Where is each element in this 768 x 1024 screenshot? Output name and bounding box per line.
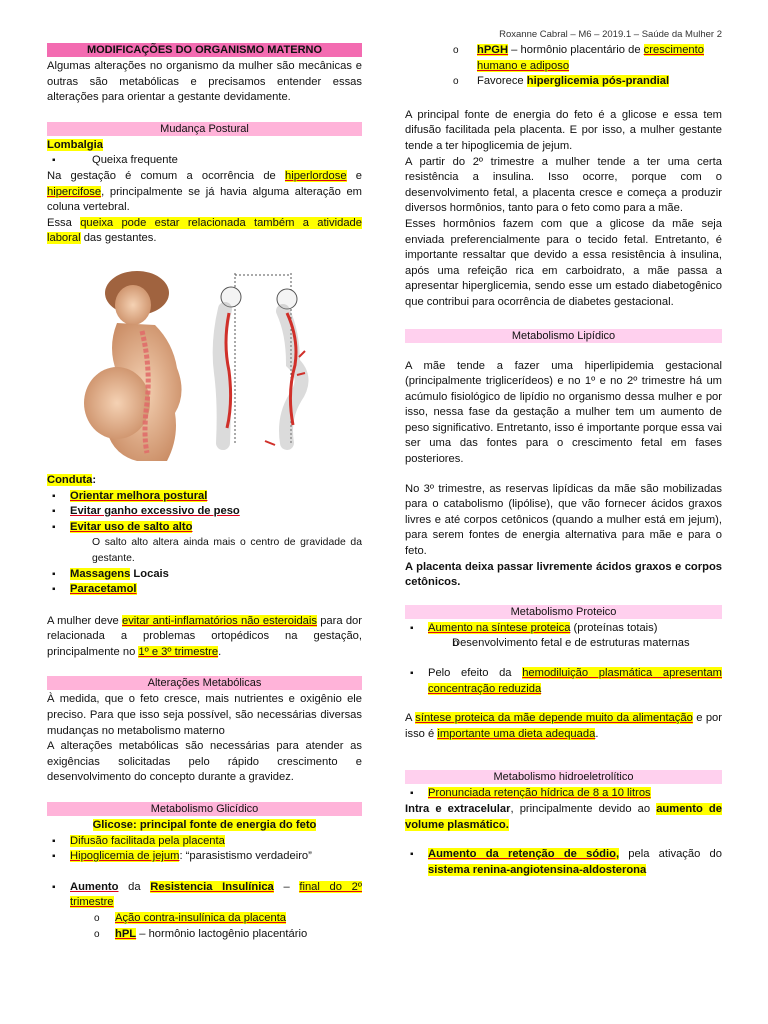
page-header: Roxanne Cabral – M6 – 2019.1 – Saúde da Mulher 2 [499,29,722,40]
conduta-item-1: ▪ Orientar melhora postural [47,489,362,505]
conduta-item-3-note: O salto alto altera ainda mais o centro de gravidade da gestante. [92,537,362,564]
glicidico-item-2: ▪ Hipoglicemia de jejum: “parasistismo verdadeiro” [47,849,362,865]
section-heading-hidroeletrolitico: Metabolismo hidroeletrolítico [405,770,722,784]
intro-paragraph: Algumas alterações no organismo da mulher são mecânicas e outras são metabólicas e precisamos entender essas alterações para orientar a gestante devidamente. [47,60,362,104]
conduta-label: Conduta: [47,473,97,486]
proteico-item-1: ▪ Aumento na síntese proteica (proteínas totais) [405,621,722,637]
glicidico-subitem-3: o hPGH – hormônio placentário de crescimento humano e adiposo [405,43,722,74]
left-column [47,43,362,942]
glicidico-subitem-1: o Ação contra-insulínica da placenta [47,911,362,927]
proteico-paragraph-1: A síntese proteica da mãe depende muito da alimentação e por isso é importante uma dieta adequada. [405,712,723,740]
glicidico-item-3: ▪ Aumento da Resistencia Insulínica – final do 2º trimestre [47,880,362,911]
conduta-item-4: ▪ Massagens Locais [47,567,362,583]
section-heading-lipidico: Metabolismo Lipídico [405,329,722,343]
section-heading-metabolic: Alterações Metabólicas [47,676,362,690]
section-heading-postural: Mudança Postural [47,122,362,136]
queixa-item: ▪ Queixa frequente [47,153,362,169]
lombalgia-label: Lombalgia [47,138,103,151]
hidro-paragraph-1: Intra e extracelular, principalmente devido ao aumento de volume plasmático. [405,802,722,831]
proteico-item-2: ▪ Pelo efeito da hemodiluição plasmática apresentam concentração reduzida [405,666,722,697]
document-title: MODIFICAÇÕES DO ORGANISMO MATERNO [47,43,362,57]
glicidico-item-1: ▪ Difusão facilitada pela placenta [47,834,362,850]
right-column [405,43,722,878]
postural-paragraph-3: A mulher deve evitar anti-inflamatórios não esteroidais para dor relacionada a problemas ortopédicos na gestação, principalmente no 1º e 3º trimestre. [47,614,362,658]
posture-illustration [47,253,362,463]
hidro-item-2: ▪ Aumento da retenção de sódio, pela ativação do sistema renina-angiotensina-aldosterona [405,847,722,878]
section-heading-proteico: Metabolismo Proteico [405,605,722,619]
glicidico-subitem-2: o hPL – hormônio lactogênio placentário [47,927,362,943]
lipidico-paragraph-2: No 3º trimestre, as reservas lipídicas da mãe são mobilizadas para o catabolismo (lipólise), que vão fornecer ácidos graxos livres e até corpos cetônicos (quando a mulher está em jejum), para serem fontes de energia alternativa para mãe e para o feto. [405,482,722,558]
hidro-item-1: ▪ Pronunciada retenção hídrica de 8 a 10 litros [405,786,722,802]
posture-comparison-diagram [220,273,305,445]
postural-paragraph-1: Na gestação é comum a ocorrência de hiperlordose e hipercifose, principalmente se já havia alguma alteração em coluna vertebral. [47,169,362,214]
conduta-item-5: ▪ Paracetamol [47,582,362,598]
proteico-subitem-1: o Desenvolvimento fetal e de estruturas maternas [405,636,722,652]
glicidico-subitem-4: o Favorece hiperglicemia pós-prandial [405,74,722,90]
metabolic-paragraph-2: A alterações metabólicas são necessárias para atender as exigências solicitadas pelo rápido crescimento e desenvolvimento do concepto durante a gravidez. [47,740,362,784]
pregnant-posture-figure [47,253,362,463]
conduta-item-2: ▪ Evitar ganho excessivo de peso [47,504,362,520]
metabolic-paragraph-1: À medida, que o feto cresce, mais nutrientes e oxigênio ele preciso. Para que isso seja possível, são necessárias diversas mudanças no metabolismo materno [47,693,362,737]
lipidico-paragraph-1: A mãe tende a fazer uma hiperlipidemia gestacional (principalmente triglicerídeos) e no 1º e no 2º trimestre há um acúmulo fisiológico de lipídio no organismo dessa mulher e por isso, nessa fase da gestação a mulher tem um aumento de peso significativo. Entretanto, isso é importante porque essa vai ser uma das fontes para o crescimento fetal em fases posteriores. [405,359,722,466]
postural-paragraph-2: Essa queixa pode estar relacionada também a atividade laboral das gestantes. [47,216,363,245]
glicidico-paragraph-1: A principal fonte de energia do feto é a glicose e essa tem difusão facilitada pela placenta. E por isso, a mulher gestante tende a ter hipoglicemia de jejum. [405,108,722,152]
section-heading-glicidico: Metabolismo Glicídico [47,802,362,816]
glicidico-paragraph-3: Esses hormônios fazem com que a glicose da mãe seja enviada preferencialmente para o tecido fetal. Entretanto, é importante ressaltar que devido a essa resistência à insulina, após uma refeição rica em carboidrato, a mãe passa a apresentar hiperglicemia, sendo esse um estado diabetogênico que contribui para ocorrência de diabetes gestacional. [405,217,722,308]
pregnant-woman-photo [84,271,182,461]
lipidico-paragraph-3: A placenta deixa passar livremente ácidos graxos e corpos cetônicos. [405,560,722,589]
glicidico-paragraph-2: A partir do 2º trimestre a mulher tende a ter uma certa resistência a insulina. Isso ocorre, porque com o desenvolvimento fetal, a placenta cresce e começa a produzir diversos hormônios, tanto para o feto como para a mãe. [405,155,722,215]
glicidico-subtitle: Glicose: principal fonte de energia do feto [92,819,317,832]
conduta-item-3: ▪ Evitar uso de salto alto [47,520,362,536]
